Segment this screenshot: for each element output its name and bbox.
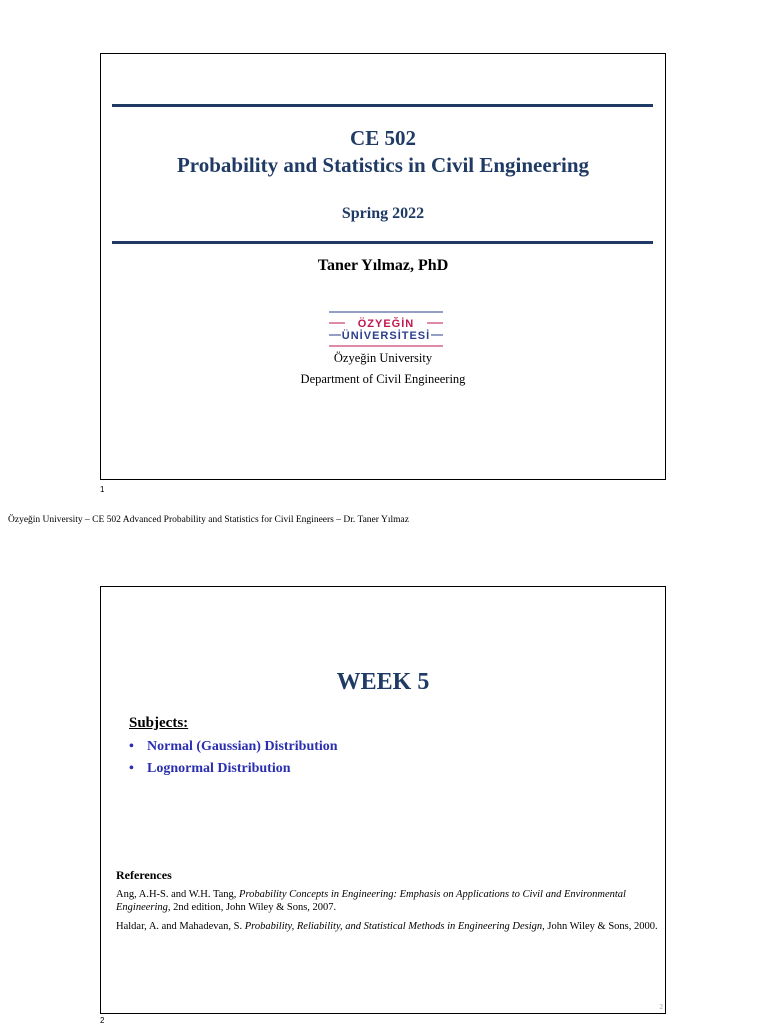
term: Spring 2022 xyxy=(341,205,425,222)
top-rule xyxy=(112,104,653,107)
department-name: Department of Civil Engineering xyxy=(300,372,466,386)
footer-course: CE 502 Advanced Probability and Statistics for Civil Engineers xyxy=(92,515,334,525)
footer-dash-1: – xyxy=(82,515,93,525)
subject-text: Normal (Gaussian) Distribution xyxy=(147,739,338,754)
university-logo xyxy=(329,311,443,347)
instructor-name: Taner Yılmaz, PhD xyxy=(317,257,449,274)
reference-details: , 2nd edition, John Wiley & Sons, 2007. xyxy=(167,902,337,913)
university-name: Özyeğin University xyxy=(333,351,433,365)
page-footer xyxy=(8,515,409,525)
reference-item xyxy=(116,888,661,914)
course-title: Probability and Statistics in Civil Engineering xyxy=(176,153,590,177)
logo-text-bottom: ÜNİVERSİTESİ xyxy=(341,330,431,342)
reference-item xyxy=(116,920,661,933)
subject-text: Lognormal Distribution xyxy=(147,761,291,776)
reference-authors: Ang, A.H-S. and W.H. Tang, xyxy=(116,889,240,900)
footer-university: Özyeğin University xyxy=(8,515,83,525)
reference-title: Probability Concepts in Engineering: Emphasis on Applications to Civil and Environmental Engineering xyxy=(116,889,626,913)
footer-instructor: Dr. Taner Yılmaz xyxy=(343,515,409,525)
bullet-icon: • xyxy=(129,739,134,754)
bullet-icon: • xyxy=(129,761,134,776)
subject-item xyxy=(129,739,338,755)
slide-1 xyxy=(100,53,666,480)
week-heading: WEEK 5 xyxy=(336,669,430,695)
reference-authors: Haldar, A. and Mahadevan, S. xyxy=(116,921,245,932)
reference-title: Probability, Reliability, and Statistical Methods in Engineering Design xyxy=(244,921,543,932)
logo-text-top: ÖZYEĞİN xyxy=(357,318,415,330)
slide-2 xyxy=(100,586,666,1014)
reference-details: , John Wiley & Sons, 2000. xyxy=(542,921,658,932)
course-code: CE 502 xyxy=(350,126,416,150)
references-label: References xyxy=(116,868,172,882)
page-number-2: 2 xyxy=(100,1016,105,1025)
footer-dash-2: – xyxy=(333,515,344,525)
subject-item xyxy=(129,761,291,777)
page-number-1: 1 xyxy=(100,485,105,494)
bottom-rule xyxy=(112,241,653,244)
subjects-label: Subjects: xyxy=(129,715,189,731)
slide-corner-number: 2 xyxy=(659,1003,663,1011)
